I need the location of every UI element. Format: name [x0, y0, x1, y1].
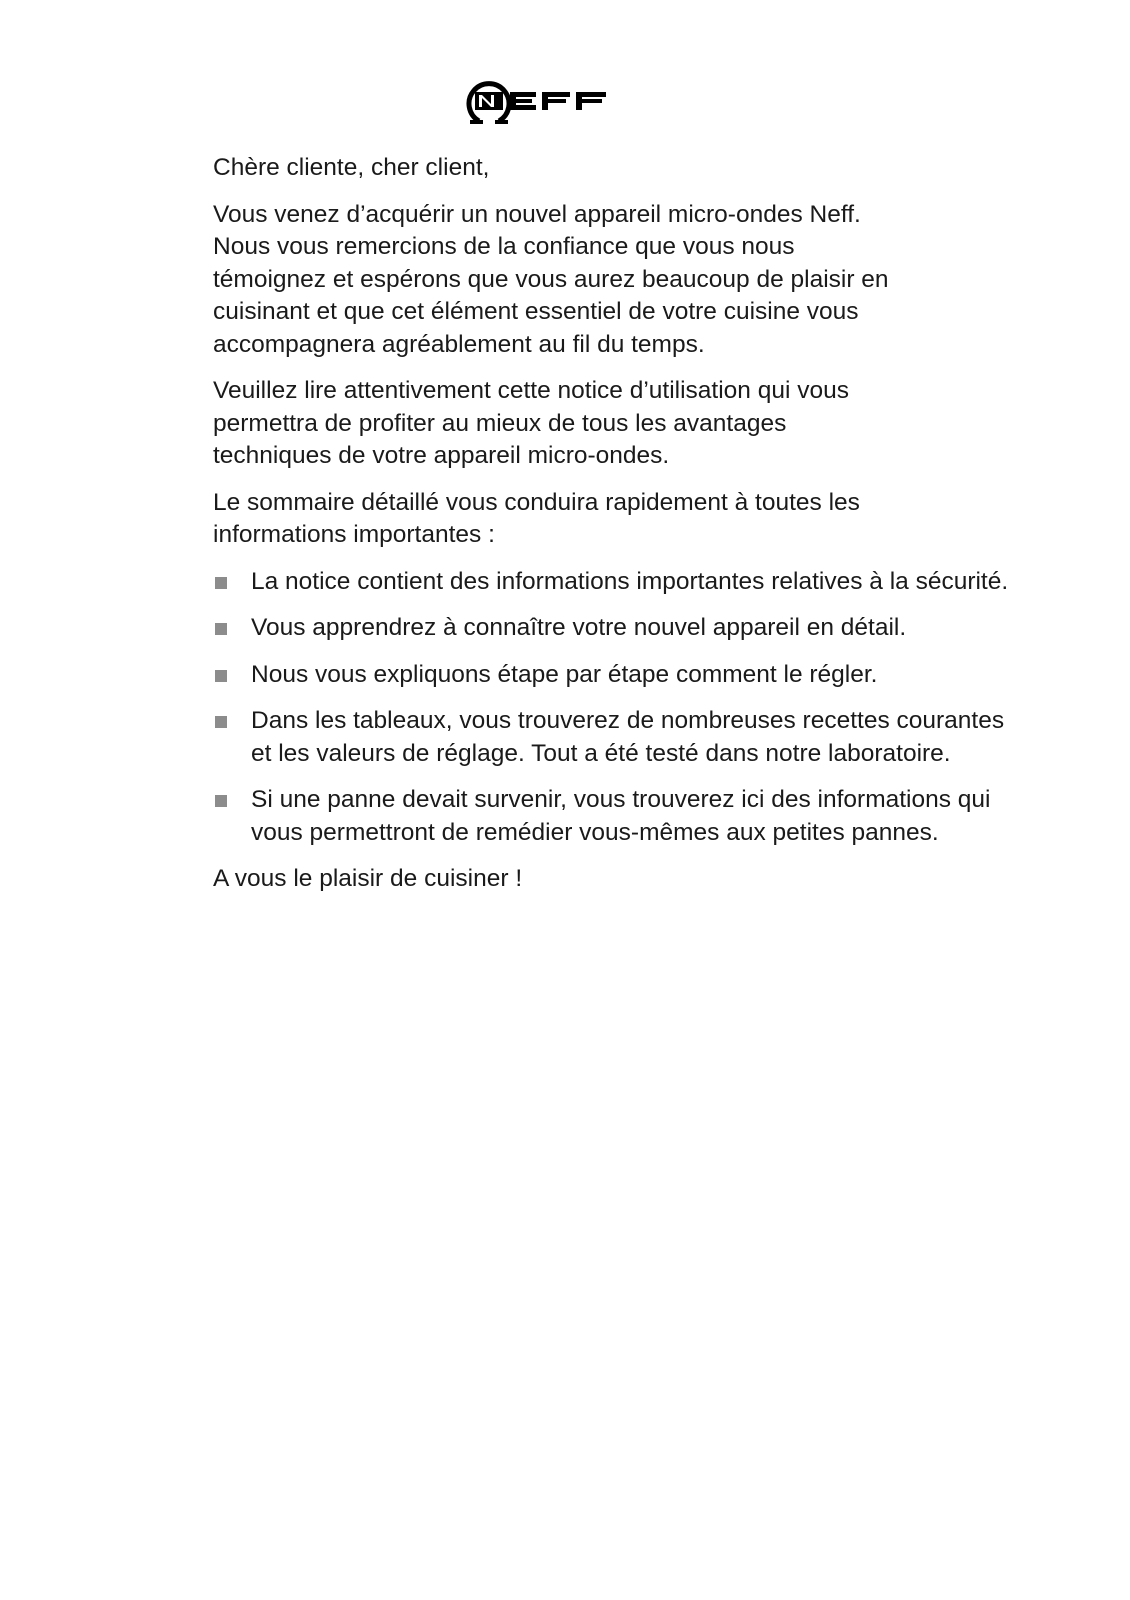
summary-line: informations importantes : [213, 521, 495, 548]
list-item-text: Dans les tableaux, vous trouverez de nombreuses recettes courantes [251, 707, 1005, 734]
list-item [213, 784, 1073, 849]
list-item [213, 659, 1073, 692]
notice-line: techniques de votre appareil micro-ondes. [213, 442, 670, 469]
letter-body [213, 152, 1073, 910]
notice-paragraph [213, 375, 1073, 473]
feature-list [213, 566, 1073, 850]
intro-line: témoignez et espérons que vous aurez beaucoup de plaisir en [213, 265, 889, 293]
intro-line: accompagnera agréablement au fil du temps. [213, 330, 705, 358]
list-item-text: Nous vous expliquons étape par étape comment le régler. [251, 660, 878, 688]
summary-line: Le sommaire détaillé vous conduira rapidement à toutes les [213, 488, 860, 516]
square-bullet-icon [215, 670, 227, 682]
square-bullet-icon [215, 577, 227, 589]
square-bullet-icon [215, 716, 227, 728]
list-item-text: vous permettront de remédier vous-mêmes aux petites pannes. [251, 818, 939, 846]
list-item [213, 705, 1073, 770]
intro-paragraph [213, 199, 1073, 362]
notice-line: permettra de profiter au mieux de tous les avantages [213, 409, 787, 437]
intro-line: Vous venez d’acquérir un nouvel appareil micro-ondes Neff. [213, 200, 861, 228]
list-item-text: et les valeurs de réglage. Tout a été testé dans notre laboratoire. [251, 739, 951, 767]
intro-line: cuisinant et que cet élément essentiel de votre cuisine vous [213, 298, 859, 325]
list-item [213, 612, 1073, 645]
summary-paragraph [213, 487, 1073, 552]
notice-line: Veuillez lire attentivement cette notice d’utilisation qui vous [213, 377, 849, 404]
intro-line: Nous vous remercions de la confiance que vous nous [213, 233, 795, 260]
neff-logo [466, 76, 630, 132]
greeting: Chère cliente, cher client, [213, 154, 490, 181]
closing: A vous le plaisir de cuisiner ! [213, 865, 523, 892]
list-item-text: Vous apprendrez à connaître votre nouvel appareil en détail. [251, 614, 907, 641]
list-item-text: Si une panne devait survenir, vous trouverez ici des informations qui [251, 786, 991, 813]
list-item [213, 566, 1073, 599]
square-bullet-icon [215, 623, 227, 635]
square-bullet-icon [215, 795, 227, 807]
list-item-text: La notice contient des informations importantes relatives à la sécurité. [251, 567, 1009, 595]
